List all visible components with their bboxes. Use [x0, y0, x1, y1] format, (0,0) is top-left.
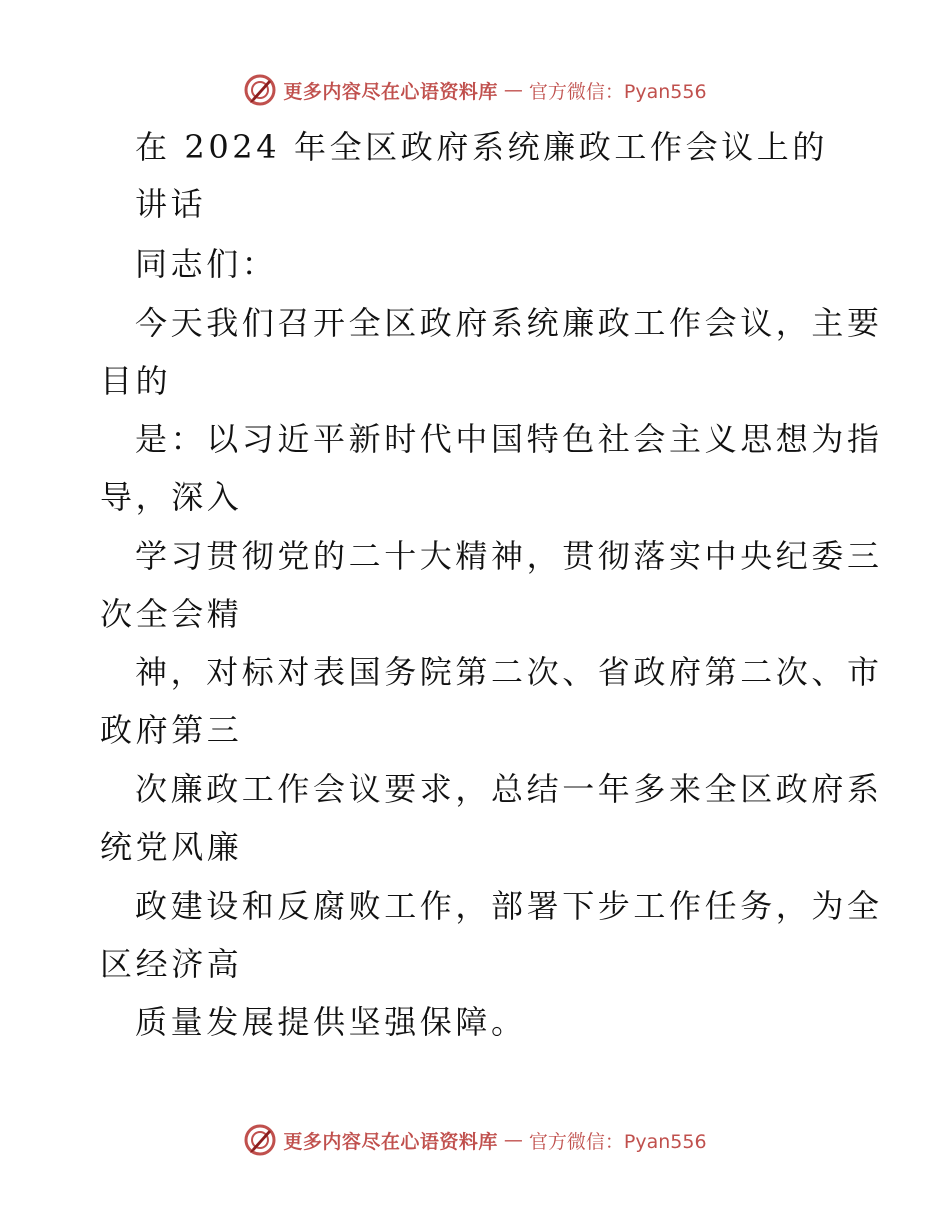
body-line: 政府第三 — [100, 711, 243, 749]
watermark-contact: 官方微信：Pyan556 — [528, 1130, 707, 1153]
watermark-separator: — — [503, 1129, 523, 1151]
body-line: 次全会精 — [100, 595, 243, 633]
watermark-contact: 官方微信：Pyan556 — [528, 80, 707, 103]
pen-logo-icon — [243, 1123, 277, 1157]
watermark-text: 更多内容尽在心语资料库 — [283, 1130, 498, 1153]
body-line: 统党风廉 — [100, 828, 243, 866]
header-watermark — [0, 72, 950, 108]
body-line: 今天我们召开全区政府系统廉政工作会议，主要 — [135, 304, 883, 342]
watermark-text: 更多内容尽在心语资料库 — [283, 80, 498, 103]
footer-watermark — [0, 1122, 950, 1158]
salutation: 同志们： — [135, 245, 278, 283]
body-line: 是：以习近平新时代中国特色社会主义思想为指 — [135, 420, 883, 458]
body-line: 质量发展提供坚强保障。 — [135, 1003, 527, 1041]
body-line: 导，深入 — [100, 478, 243, 516]
watermark-separator: — — [503, 79, 523, 101]
pen-logo-icon — [243, 73, 277, 107]
body-line: 政建设和反腐败工作，部署下步工作任务，为全 — [135, 887, 883, 925]
title-line-1: 在 2024 年全区政府系统廉政工作会议上的 — [135, 128, 828, 166]
body-line: 区经济高 — [100, 945, 243, 983]
body-line: 次廉政工作会议要求，总结一年多来全区政府系 — [135, 770, 883, 808]
body-line: 学习贯彻党的二十大精神，贯彻落实中央纪委三 — [135, 537, 883, 575]
title-line-2: 讲话 — [135, 185, 207, 223]
body-line: 目的 — [100, 362, 172, 400]
body-line: 神，对标对表国务院第二次、省政府第二次、市 — [135, 653, 883, 691]
